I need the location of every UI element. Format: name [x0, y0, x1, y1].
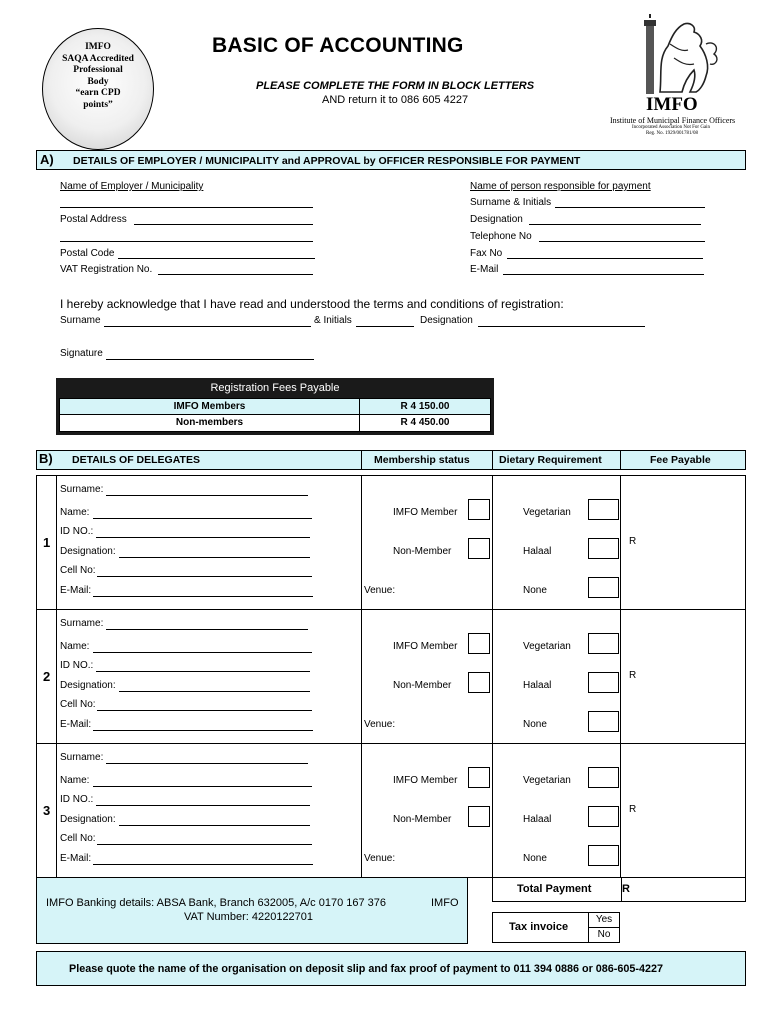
fees-title: Registration Fees Payable — [210, 382, 340, 394]
section-a-header — [36, 150, 746, 170]
signature-label: Signature — [60, 348, 103, 359]
non-member-checkbox[interactable] — [468, 806, 490, 827]
payer-heading: Name of person responsible for payment — [470, 181, 651, 192]
delegate-designation-field[interactable] — [119, 557, 310, 558]
delegate-surname-label: Surname: — [60, 752, 104, 763]
seal-line: IMFO — [85, 42, 111, 52]
delegate-name-field[interactable] — [93, 786, 312, 787]
seal-line: SAQA Accredited — [62, 53, 134, 64]
imfo-member-label: IMFO Member — [393, 641, 458, 652]
delegate-id-no-label: ID NO.: — [60, 794, 94, 805]
fee-currency: R — [629, 670, 637, 681]
delegate-surname-label: Surname: — [60, 484, 104, 495]
halaal-label: Halaal — [523, 546, 552, 557]
fees-row-label: Non-members — [60, 415, 360, 431]
col-fee: Fee Payable — [650, 454, 711, 466]
col-dietary: Dietary Requirement — [499, 454, 602, 466]
section-a-letter: A) — [40, 152, 54, 167]
delegate-surname-field[interactable] — [106, 495, 308, 496]
logo-sub1: Incorporated Association Not For Gain — [632, 125, 711, 130]
fees-row — [59, 415, 491, 432]
postal-code-field[interactable] — [118, 258, 315, 259]
tax-invoice-label: Tax invoice — [509, 921, 569, 933]
delegate-email-label: E-Mail: — [60, 853, 92, 864]
vegetarian-checkbox[interactable] — [588, 767, 619, 788]
divider — [56, 609, 57, 743]
total-r: R — [622, 883, 630, 895]
designation-field[interactable] — [529, 224, 701, 225]
banking-line2: VAT Number: 4220122701 — [184, 911, 314, 923]
designation-label: Designation — [470, 214, 523, 225]
imfo-member-label: IMFO Member — [393, 775, 458, 786]
venue-label: Venue: — [364, 585, 396, 596]
delegate-surname-field[interactable] — [106, 629, 308, 630]
postal-address-label: Postal Address — [60, 214, 127, 225]
divider — [620, 450, 621, 470]
fees-row — [59, 398, 491, 415]
imfo-member-checkbox[interactable] — [468, 767, 490, 788]
ack-surname-field[interactable] — [104, 326, 311, 327]
vegetarian-checkbox[interactable] — [588, 499, 619, 520]
postal-address-field-2[interactable] — [60, 241, 313, 242]
banking-line1: IMFO Banking details: ABSA Bank, Branch 632005, A/c 0170 167 376 — [46, 897, 387, 909]
postal-address-field[interactable] — [134, 224, 313, 225]
delegate-id-no-field[interactable] — [96, 671, 310, 672]
halaal-checkbox[interactable] — [588, 538, 619, 559]
delegate-designation-label: Designation: — [60, 546, 116, 557]
delegate-email-label: E-Mail: — [60, 719, 92, 730]
no-label: No — [597, 929, 611, 940]
non-member-label: Non-Member — [393, 546, 452, 557]
vegetarian-label: Vegetarian — [523, 641, 571, 652]
logo-name: IMFO — [646, 94, 698, 115]
divider — [361, 609, 362, 743]
none-label: None — [523, 853, 547, 864]
section-b-title: DETAILS OF DELEGATES — [72, 454, 200, 466]
delegate-designation-label: Designation: — [60, 814, 116, 825]
payment-notice-text: Please quote the name of the organisation on deposit slip and fax proof of payment to 011 394 0886 or 086-605-4227 — [69, 963, 664, 975]
total-payment-box — [492, 877, 746, 902]
divider — [492, 743, 493, 877]
vegetarian-checkbox[interactable] — [588, 633, 619, 654]
divider — [361, 743, 362, 877]
imfo-member-checkbox[interactable] — [468, 499, 490, 520]
delegate-name-label: Name: — [60, 507, 90, 518]
instruction-text: PLEASE COMPLETE THE FORM IN BLOCK LETTERS — [256, 80, 535, 92]
vegetarian-label: Vegetarian — [523, 507, 571, 518]
venue-label: Venue: — [364, 853, 396, 864]
divider — [620, 609, 621, 743]
delegate-designation-field[interactable] — [119, 825, 310, 826]
vat-reg-field[interactable] — [158, 274, 313, 275]
halaal-checkbox[interactable] — [588, 806, 619, 827]
email-label: E-Mail — [470, 264, 499, 275]
divider — [492, 450, 493, 470]
fee-currency: R — [629, 804, 637, 815]
halaal-checkbox[interactable] — [588, 672, 619, 693]
seal-line: “earn CPD — [75, 88, 121, 98]
ack-initials-label: & Initials — [314, 315, 352, 326]
delegate-number: 2 — [43, 669, 51, 684]
surname-initials-field[interactable] — [555, 207, 705, 208]
page-title: BASIC OF ACCOUNTING — [212, 34, 464, 57]
delegate-cell-no-field[interactable] — [97, 576, 312, 577]
venue-label: Venue: — [364, 719, 396, 730]
delegate-id-no-field[interactable] — [96, 805, 310, 806]
delegate-name-label: Name: — [60, 641, 90, 652]
fees-row-value: R 4 150.00 — [400, 401, 450, 412]
delegate-cell-no-label: Cell No: — [60, 833, 96, 844]
seal-line: Professional — [73, 65, 123, 75]
divider — [56, 475, 57, 609]
acknowledge-text: I hereby acknowledge that I have read and understood the terms and conditions of registration: — [60, 297, 564, 311]
delegate-id-no-field[interactable] — [96, 537, 310, 538]
delegate-email-label: E-Mail: — [60, 585, 92, 596]
delegate-designation-label: Designation: — [60, 680, 116, 691]
yes-label: Yes — [595, 914, 613, 925]
seal-line: Body — [87, 76, 109, 87]
employer-name-field[interactable] — [60, 207, 313, 208]
email-field[interactable] — [503, 274, 704, 275]
divider — [361, 450, 362, 470]
halaal-label: Halaal — [523, 814, 552, 825]
none-label: None — [523, 585, 547, 596]
imfo-member-checkbox[interactable] — [468, 633, 490, 654]
banking-imfo: IMFO — [431, 897, 459, 909]
delegate-cell-no-field[interactable] — [97, 710, 312, 711]
seal-line: points” — [83, 99, 113, 110]
employer-heading: Name of Employer / Municipality — [60, 181, 204, 192]
none-checkbox[interactable] — [588, 711, 619, 732]
telephone-field[interactable] — [539, 241, 705, 242]
total-payment-label: Total Payment — [517, 883, 592, 895]
delegate-id-no-label: ID NO.: — [60, 660, 94, 671]
divider — [492, 475, 493, 609]
col-membership: Membership status — [374, 454, 470, 466]
delegate-number: 3 — [43, 803, 51, 818]
non-member-checkbox[interactable] — [468, 538, 490, 559]
logo-sub2: Reg. No. 1929/001781/08 — [646, 131, 698, 136]
section-a-title: DETAILS OF EMPLOYER / MUNICIPALITY and APPROVAL by OFFICER RESPONSIBLE FOR PAYMENT — [73, 155, 581, 167]
signature-field[interactable] — [106, 359, 314, 360]
ack-surname-label: Surname — [60, 315, 101, 326]
fax-label: Fax No — [470, 248, 503, 259]
vegetarian-label: Vegetarian — [523, 775, 571, 786]
none-checkbox[interactable] — [588, 845, 619, 866]
delegate-cell-no-label: Cell No: — [60, 699, 96, 710]
ack-designation-label: Designation — [420, 315, 473, 326]
delegate-cell-no-label: Cell No: — [60, 565, 96, 576]
imfo-logo — [610, 14, 750, 138]
tax-invoice-yes[interactable] — [588, 912, 620, 928]
tax-invoice-no[interactable] — [588, 927, 620, 943]
surname-initials-label: Surname & Initials — [470, 197, 552, 208]
fee-currency: R — [629, 536, 637, 547]
section-b-letter: B) — [39, 451, 53, 466]
divider — [620, 475, 621, 609]
divider — [361, 475, 362, 609]
delegate-name-field[interactable] — [93, 652, 312, 653]
delegate-designation-field[interactable] — [119, 691, 310, 692]
logo-full-name: Institute of Municipal Finance Officers — [610, 116, 736, 125]
non-member-label: Non-Member — [393, 680, 452, 691]
divider — [56, 743, 57, 877]
delegate-email-field[interactable] — [93, 864, 313, 865]
halaal-label: Halaal — [523, 680, 552, 691]
delegate-id-no-label: ID NO.: — [60, 526, 94, 537]
cpd-seal — [42, 28, 154, 150]
banking-details — [36, 877, 468, 944]
ack-designation-field[interactable] — [478, 326, 645, 327]
telephone-label: Telephone No — [470, 231, 532, 242]
lion-crest-icon — [610, 14, 750, 96]
delegate-email-field[interactable] — [93, 730, 313, 731]
divider — [492, 609, 493, 743]
divider — [620, 743, 621, 877]
imfo-member-label: IMFO Member — [393, 507, 458, 518]
delegate-surname-label: Surname: — [60, 618, 104, 629]
delegate-number: 1 — [43, 535, 51, 550]
fees-row-value: R 4 450.00 — [400, 417, 450, 428]
fees-row-label: IMFO Members — [60, 399, 360, 414]
delegate-surname-field[interactable] — [106, 763, 308, 764]
fees-table — [56, 378, 494, 435]
delegate-email-field[interactable] — [93, 596, 313, 597]
delegate-name-label: Name: — [60, 775, 90, 786]
payment-notice — [36, 951, 746, 986]
non-member-checkbox[interactable] — [468, 672, 490, 693]
none-label: None — [523, 719, 547, 730]
ack-initials-field[interactable] — [356, 326, 414, 327]
none-checkbox[interactable] — [588, 577, 619, 598]
delegate-cell-no-field[interactable] — [97, 844, 312, 845]
delegate-name-field[interactable] — [93, 518, 312, 519]
non-member-label: Non-Member — [393, 814, 452, 825]
fax-field[interactable] — [507, 258, 703, 259]
return-text: AND return it to 086 605 4227 — [322, 94, 469, 106]
vat-reg-label: VAT Registration No. — [60, 264, 153, 275]
postal-code-label: Postal Code — [60, 248, 115, 259]
